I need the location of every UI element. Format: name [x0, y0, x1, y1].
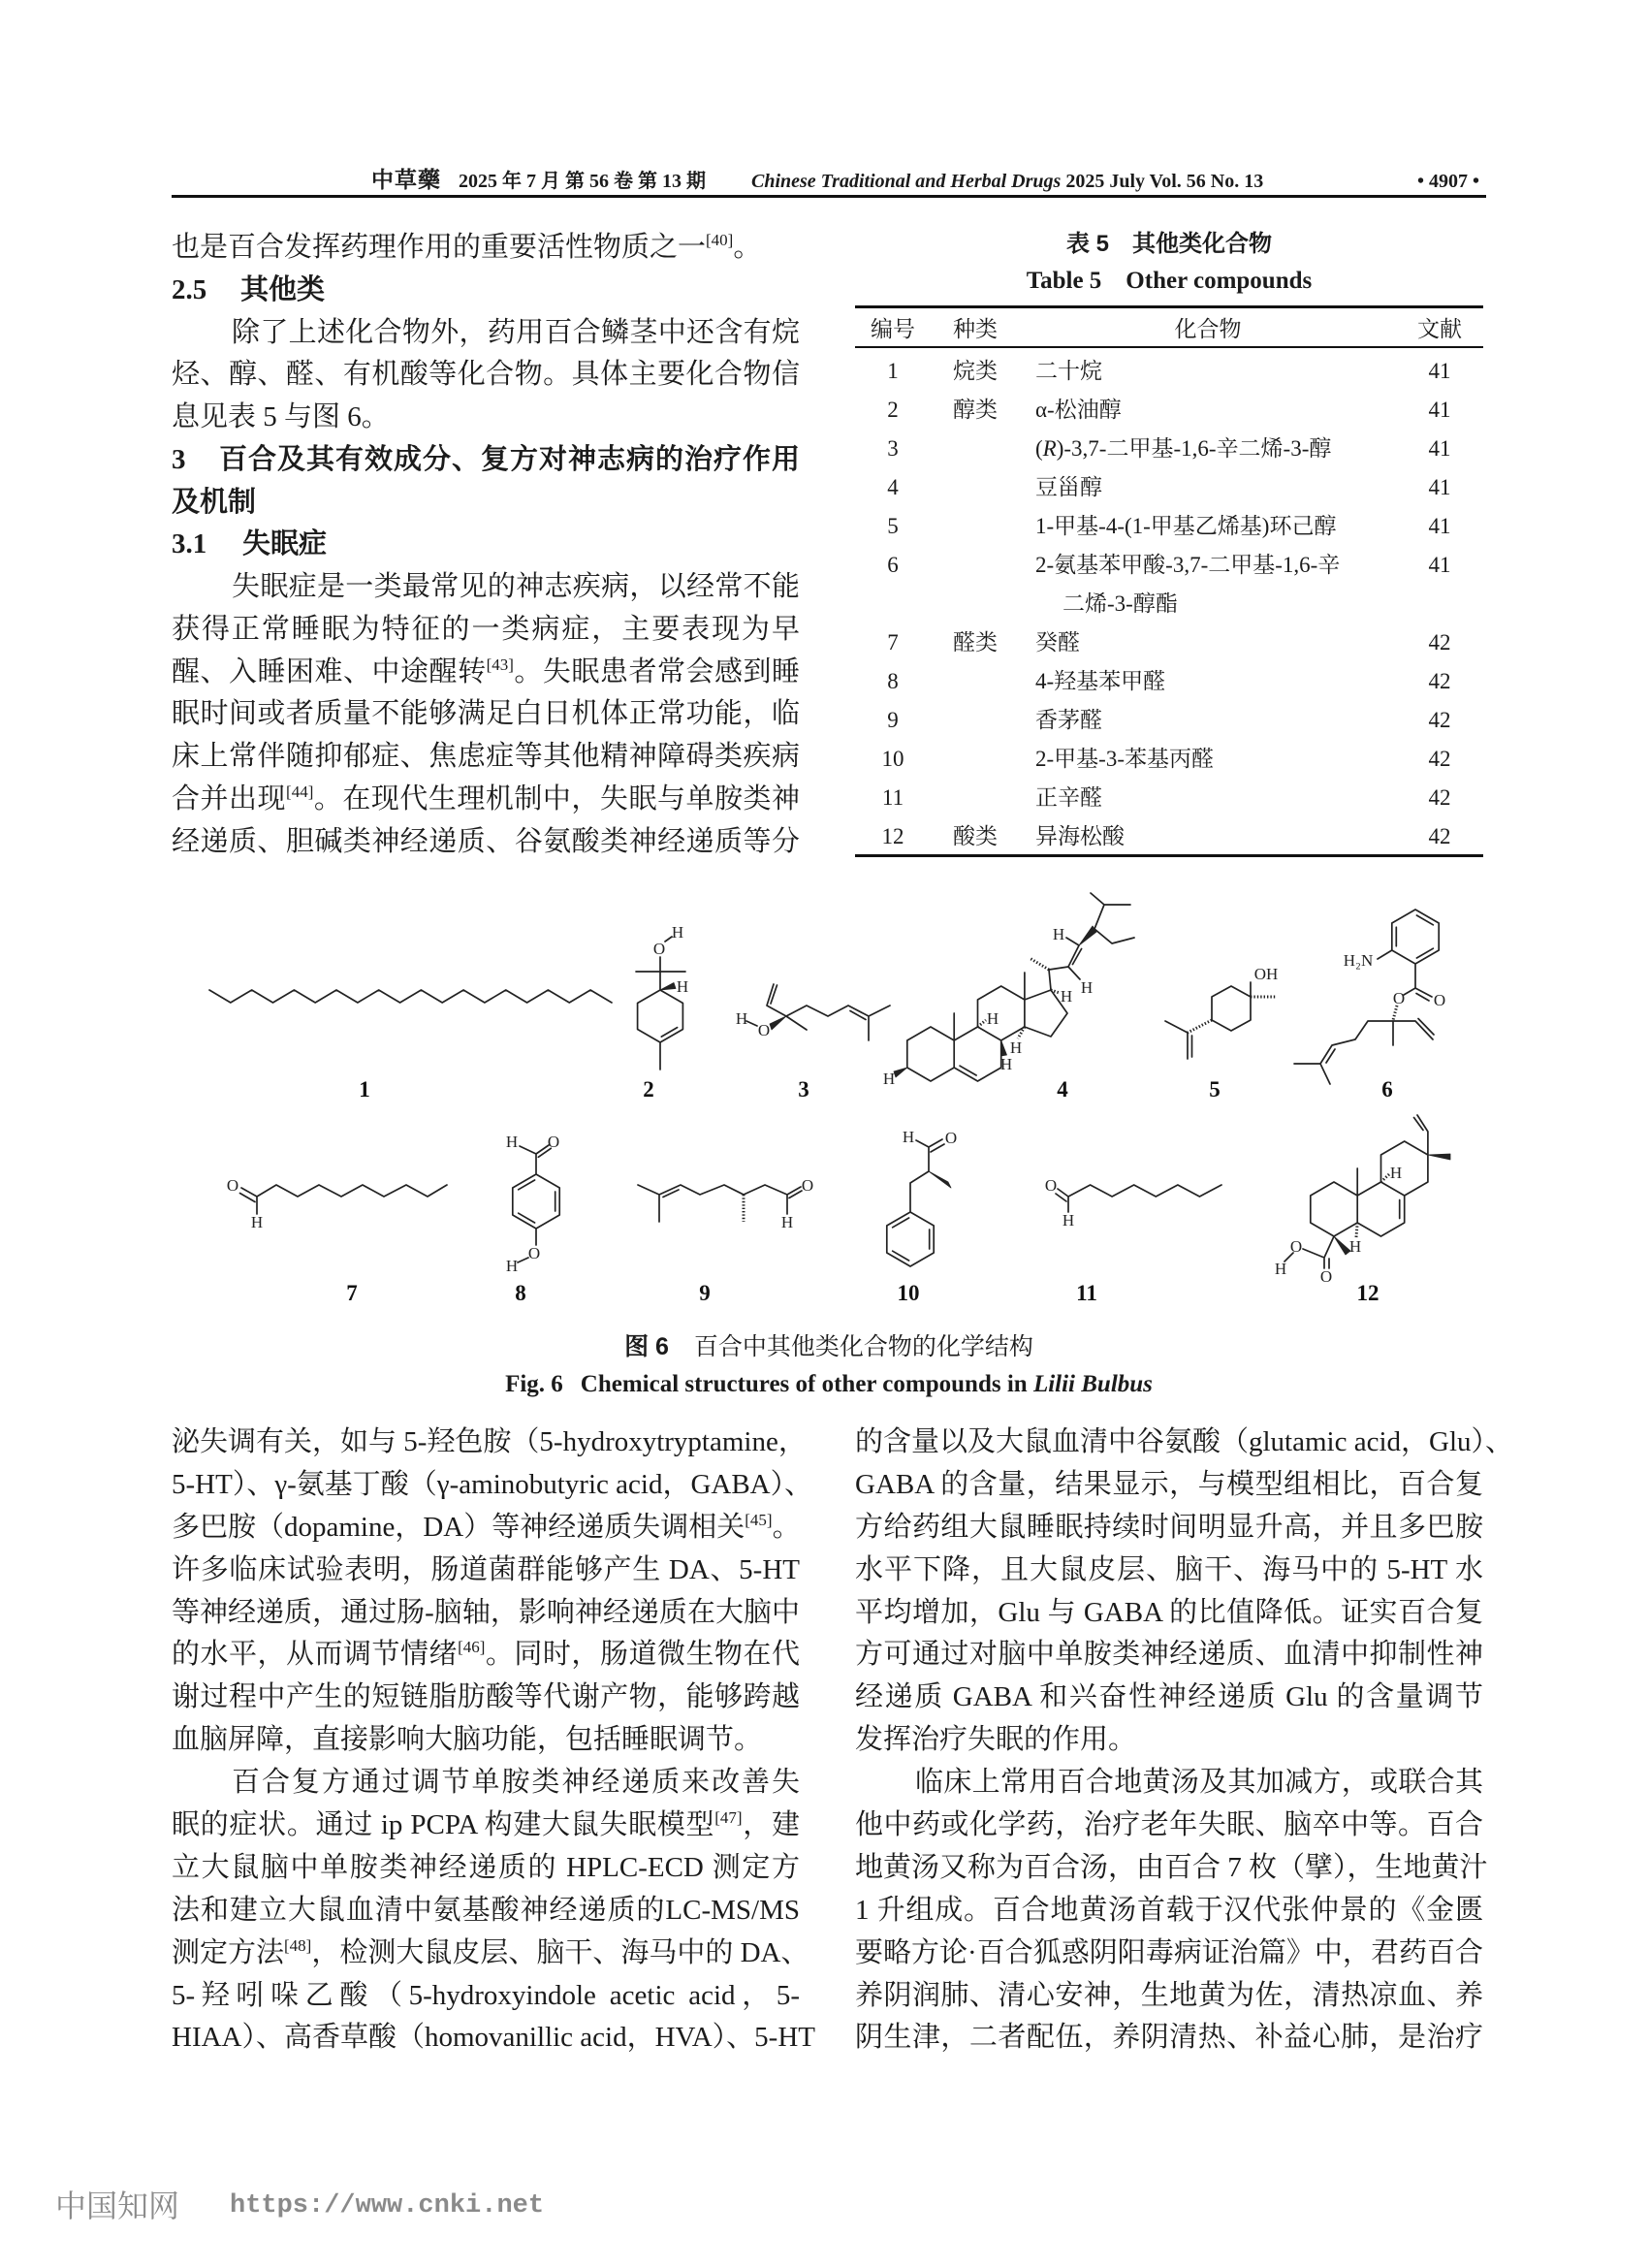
- compound-label: 3: [798, 1077, 809, 1102]
- atom-label: H: [1348, 1237, 1362, 1256]
- paragraph-line: [172, 693, 800, 736]
- section-title: 失眠症: [242, 528, 328, 560]
- section-heading-3-1: [172, 524, 800, 566]
- atom-label: H: [882, 1070, 896, 1088]
- double-bond: [771, 985, 866, 1020]
- atom-label: H: [1062, 1211, 1075, 1230]
- hashed-bond: [1393, 1006, 1397, 1020]
- table-row: [855, 546, 1483, 585]
- cell-number: 6: [887, 553, 899, 577]
- citation-superscript: [43]: [486, 655, 514, 674]
- line-text: 也是百合发挥药理作用的重要活性物质之一: [172, 232, 707, 263]
- wedge-bond: [660, 983, 676, 991]
- atom-label: O: [757, 1021, 771, 1039]
- atom-label: O: [1289, 1237, 1303, 1256]
- compound-label: 5: [1209, 1077, 1221, 1102]
- atom-label: H: [735, 1009, 748, 1028]
- line-text: 水平下降，且大鼠皮层、脑干、海马中的 5-HT 水: [855, 1553, 1483, 1585]
- column-header-compound: 化合物: [1174, 317, 1242, 341]
- line-text: 5-羟吲哚乙酸（5-hydroxyindole acetic acid，5-: [172, 1979, 800, 2011]
- paragraph-line: [172, 609, 800, 652]
- structure-citronellal: [638, 1176, 813, 1305]
- figure-number: 图 6: [624, 1333, 669, 1360]
- paragraph-line: [855, 1975, 1483, 2018]
- cell-compound: 豆甾醇: [1035, 475, 1102, 499]
- cell-number: 5: [887, 514, 899, 538]
- line-text: 合并出现: [172, 783, 287, 815]
- compound-prefix: (: [1035, 436, 1043, 461]
- paragraph-line: [172, 1549, 800, 1592]
- line-text: 血脑屏障，直接影响大脑功能，包括睡眠调节。: [172, 1724, 763, 1756]
- paragraph-line: [172, 1507, 800, 1549]
- compound-label: 6: [1381, 1077, 1393, 1102]
- paragraph-line: [172, 736, 800, 779]
- atom-label: O: [1319, 1267, 1333, 1286]
- atom-label: O: [944, 1129, 958, 1147]
- journal-name-en: Chinese Traditional and Herbal Drugs: [751, 171, 1062, 192]
- line-text: 醒、入睡困难、中途醒转: [172, 655, 487, 687]
- section-heading-2-5: [172, 270, 800, 312]
- table-row: [855, 779, 1483, 817]
- issue-info-cn: 2025 年 7 月 第 56 卷 第 13 期: [459, 171, 706, 192]
- cell-compound: 2-氨基苯甲酸-3,7-二甲基-1,6-辛: [1035, 553, 1341, 577]
- issue-info-en: [751, 167, 1263, 196]
- table-row: [855, 817, 1483, 856]
- atom-label: O: [226, 1176, 239, 1195]
- column-header-reference: 文献: [1417, 317, 1462, 341]
- cell-reference: 41: [1428, 436, 1451, 461]
- line-text: 立大鼠脑中单胺类神经递质的 HPLC-ECD 测定方: [172, 1851, 800, 1883]
- compound-suffix: )-3,7-二甲基-1,6-辛二烯-3-醇: [1056, 436, 1332, 461]
- line-text: 5-HT）、γ-氨基丁酸（γ-aminobutyric acid，GABA）、: [172, 1468, 813, 1500]
- table-row: [855, 391, 1483, 430]
- atom-label: H: [1389, 1164, 1403, 1182]
- wedge-bond: [929, 1171, 951, 1188]
- atom-label: O: [1044, 1176, 1058, 1195]
- cell-number: 7: [887, 630, 899, 655]
- figure-6-structures: [172, 873, 1486, 1319]
- cell-category: [931, 468, 1020, 507]
- table-header-rule: [855, 346, 1483, 348]
- left-column-top: [172, 227, 800, 863]
- watermark-site-name: 中国知网: [55, 2188, 180, 2223]
- atom-label: H: [676, 977, 689, 996]
- cell-reference: 41: [1428, 514, 1451, 538]
- paragraph-line: [855, 1890, 1483, 1933]
- cell-number: 2: [887, 398, 899, 422]
- atom-label: H: [780, 1213, 794, 1231]
- cell-category: [931, 779, 1020, 817]
- line-text: 失眠症是一类最常见的神志疾病，以经常不能: [232, 571, 800, 602]
- table-5: [855, 226, 1483, 866]
- cell-reference: 41: [1428, 475, 1451, 499]
- line-text: 。在现代生理机制中，失眠与单胺类神: [313, 783, 800, 815]
- cell-category: [931, 430, 1020, 468]
- line-text: 阴生津，二者配伍，养阴清热、补益心肺，是治疗: [855, 2022, 1483, 2054]
- left-column-bottom: [172, 1421, 815, 2060]
- atom-label: H: [999, 1055, 1013, 1073]
- line-text: 要略方论·百合狐惑阴阳毒病证治篇》中，君药百合: [855, 1936, 1483, 1968]
- atom-label: H: [1009, 1038, 1023, 1057]
- paragraph-line: [855, 1634, 1483, 1677]
- line-text: 息见表 5 与图 6。: [172, 401, 390, 432]
- line-text: 地黄汤又称为百合汤，由百合 7 枚（擘），生地黄汁: [855, 1851, 1488, 1883]
- structure-alpha-terpineol: [636, 923, 688, 1102]
- atom-label: O: [1392, 989, 1406, 1007]
- line-text: 床上常伴随抑郁症、焦虑症等其他精神障碍类疾病: [172, 741, 800, 772]
- cell-category: 烷类: [953, 359, 998, 383]
- table-row: [855, 507, 1483, 546]
- structure-methyl-isopropenyl-cyclohexanol: [1165, 965, 1278, 1102]
- cell-reference: 42: [1428, 824, 1451, 848]
- paragraph-line: [172, 312, 800, 355]
- compound-label: 7: [346, 1281, 358, 1305]
- paragraph-line: [172, 1847, 800, 1890]
- paragraph-line: [172, 1719, 800, 1762]
- cell-reference: 41: [1428, 359, 1451, 383]
- compound-label: 12: [1356, 1281, 1379, 1305]
- line-text: 。失眠患者常会感到睡: [513, 655, 800, 687]
- line-text: 养阴润肺、清心安神，生地黄为佐，清热凉血、养: [855, 1979, 1483, 2011]
- caption-text: 百合中其他类化合物的化学结构: [693, 1333, 1033, 1360]
- table-header-row: [855, 312, 1483, 347]
- atom-label: H₂N: [1343, 951, 1374, 970]
- paragraph-line: [855, 1677, 1483, 1719]
- paragraph-line: [855, 1592, 1483, 1635]
- line-text: 经递质、胆碱类神经递质、谷氨酸类神经递质等分: [172, 825, 800, 857]
- atom-label: O: [801, 1176, 814, 1195]
- line-text: HIAA）、高香草酸（homovanillic acid，HVA）、5-HT: [172, 2022, 815, 2054]
- atom-label: H: [505, 1257, 519, 1275]
- cell-reference: 42: [1428, 630, 1451, 655]
- cell-category: 酸类: [953, 824, 998, 848]
- section-number: 3: [172, 443, 186, 475]
- paragraph-line: [172, 1464, 813, 1507]
- line-text: 测定方法: [172, 1936, 285, 1968]
- cell-number: 12: [881, 824, 904, 848]
- line-text: 泌失调有关，如与 5-羟色胺（5-hydroxytryptamine，: [172, 1426, 807, 1457]
- stereo-descriptor: R: [1042, 436, 1057, 461]
- cell-compound: 4-羟基苯甲醛: [1035, 669, 1166, 693]
- table-body: [855, 352, 1483, 856]
- cell-empty: [1396, 585, 1483, 623]
- issue-date-en: 2025 July Vol. 56 No. 13: [1065, 171, 1264, 192]
- atom-label: H: [902, 1128, 915, 1146]
- right-column-bottom: [855, 1421, 1514, 2060]
- paragraph-line: [172, 566, 800, 609]
- structure-octanal: [1045, 1176, 1221, 1305]
- citation-superscript: [45]: [745, 1510, 773, 1529]
- paragraph-line: [172, 227, 800, 270]
- cell-compound: 癸醛: [1035, 630, 1080, 655]
- figure-caption-en: [172, 1367, 1486, 1402]
- cell-compound: 异海松酸: [1035, 824, 1125, 848]
- cell-reference: 42: [1428, 669, 1451, 693]
- line-text: ，检测大鼠皮层、脑干、海马中的 DA、: [311, 1936, 809, 1968]
- wedge-bond: [1428, 1154, 1450, 1160]
- double-bond: [661, 1028, 677, 1038]
- double-bond: [893, 1144, 944, 1261]
- wedge-bond: [1001, 1040, 1007, 1056]
- citation-superscript: [48]: [284, 1935, 312, 1955]
- cell-number: 11: [881, 785, 904, 810]
- hashed-bond: [1188, 997, 1277, 1033]
- structure-linalool: [736, 984, 890, 1102]
- paragraph-line: [172, 1592, 800, 1635]
- compound-label: 1: [359, 1077, 370, 1102]
- cell-category: [931, 662, 1020, 701]
- cell-reference: 42: [1428, 747, 1451, 771]
- structure-isopimaric-acid: [1275, 1115, 1450, 1305]
- table-row: [855, 740, 1483, 779]
- cell-number: 4: [887, 475, 899, 499]
- line-text: 经递质 GABA 和兴奋性神经递质 Glu 的含量调节: [855, 1681, 1483, 1713]
- structure-eicosane: [209, 990, 612, 1102]
- cell-number: 9: [887, 708, 899, 732]
- line-text: 百合复方通过调节单胺类神经递质来改善失: [232, 1767, 800, 1799]
- atom-label: H: [1060, 987, 1073, 1006]
- line-text: 。: [733, 232, 762, 263]
- cell-compound: α-松油醇: [1035, 398, 1122, 422]
- cell-category: [931, 546, 1020, 585]
- structure-decanal: [227, 1176, 447, 1305]
- journal-logo: 中草藥: [371, 168, 441, 192]
- atom-label: H: [1274, 1260, 1287, 1278]
- paragraph-line: [172, 1421, 807, 1464]
- paragraph-line: [172, 397, 800, 439]
- structure-2-methyl-3-phenylpropanal: [887, 1128, 957, 1305]
- cell-reference: 42: [1428, 785, 1451, 810]
- paragraph-line: [172, 1933, 809, 1975]
- paragraph-line: [172, 1890, 800, 1933]
- paragraph-line: [855, 1507, 1483, 1549]
- paragraph-line: [855, 1719, 1483, 1762]
- line-text: ，建: [742, 1809, 800, 1841]
- watermark-url: https://www.cnki.net: [230, 2191, 545, 2220]
- atom-label: H: [1052, 925, 1065, 943]
- line-text: 等神经递质，通过肠-脑轴，影响神经递质在大脑中: [172, 1596, 800, 1628]
- cell-number: 10: [881, 747, 904, 771]
- line-text: 眠时间或者质量不能够满足白日机体正常功能，临: [172, 698, 800, 730]
- section-number: 3.1: [172, 528, 207, 560]
- column-header-category: 种类: [953, 317, 998, 341]
- paragraph-line: [855, 2017, 1483, 2060]
- cell-compound: 正辛醛: [1035, 785, 1102, 810]
- paragraph-line: [855, 1421, 1514, 1464]
- paragraph-line: [172, 1634, 800, 1677]
- paragraph-line: [172, 1677, 800, 1719]
- bonds: [209, 990, 612, 1003]
- table-row: [855, 701, 1483, 740]
- citation-superscript: [44]: [286, 782, 314, 801]
- line-text: 发挥治疗失眠的作用。: [855, 1724, 1137, 1756]
- paragraph-line: [855, 1549, 1483, 1592]
- line-text: GABA 的含量，结果显示，与模型组相比，百合复: [855, 1468, 1483, 1500]
- section-heading-3-cont: [172, 482, 800, 525]
- cell-compound: 2-甲基-3-苯基丙醛: [1035, 747, 1214, 771]
- header-rule: [172, 195, 1486, 198]
- line-text: 获得正常睡眠为特征的一类病症，主要表现为早: [172, 613, 800, 645]
- bonds: [1058, 1185, 1221, 1212]
- paragraph-line: [172, 2017, 815, 2060]
- cell-category: [931, 740, 1020, 779]
- page-number: • 4907 •: [1416, 171, 1479, 192]
- table-top-rule: [855, 305, 1483, 308]
- table-row: [855, 352, 1483, 391]
- bonds: [638, 1185, 801, 1222]
- line-text: 烃、醇、醛、有机酸等化合物。具体主要化合物信: [172, 359, 800, 391]
- atom-label: H: [1080, 978, 1094, 997]
- compound-label: 8: [515, 1281, 526, 1305]
- line-text: 谢过程中产生的短链脂肪酸等代谢产物，能够跨越: [172, 1681, 800, 1713]
- table-bottom-rule: [855, 854, 1483, 857]
- atom-label: O: [1433, 991, 1446, 1009]
- paragraph-line: [172, 1975, 800, 2018]
- cell-reference: 41: [1428, 398, 1451, 422]
- paragraph-line: [172, 779, 800, 821]
- section-title: 及机制: [172, 486, 257, 518]
- line-text: 眠的症状。通过 ip PCPA 构建大鼠失眠模型: [172, 1809, 715, 1841]
- wedge-bond: [1334, 1236, 1350, 1255]
- cell-number: 1: [887, 359, 899, 383]
- cell-compound: 香茅醛: [1035, 708, 1102, 732]
- atom-label: H: [671, 923, 684, 942]
- paragraph-line: [855, 1933, 1483, 1975]
- figure-number: Fig. 6: [505, 1371, 563, 1397]
- cell-compound: [1020, 430, 1396, 468]
- cell-compound-continuation: 二烯-3-醇酯: [1062, 591, 1178, 616]
- citation-superscript: [47]: [714, 1808, 743, 1828]
- section-title: 百合及其有效成分、复方对神志病的治疗作用: [219, 443, 800, 475]
- line-text: 除了上述化合物外，药用百合鳞茎中还含有烷: [232, 316, 800, 348]
- atom-label: O: [527, 1244, 541, 1262]
- paragraph-line: [172, 1762, 800, 1805]
- atom-label: O: [652, 940, 666, 958]
- line-text: 。: [772, 1511, 801, 1543]
- cell-category: [931, 701, 1020, 740]
- bonds: [241, 1185, 447, 1214]
- paragraph-line: [855, 1464, 1483, 1507]
- atom-label: H: [505, 1133, 519, 1151]
- atom-label: H: [250, 1213, 264, 1231]
- paragraph-line: [172, 652, 800, 694]
- line-text: 的含量以及大鼠血清中谷氨酸（glutamic acid，Glu）、: [855, 1426, 1514, 1457]
- paragraph-line: [172, 1805, 800, 1847]
- bonds: [887, 1139, 942, 1266]
- structure-4-hydroxybenzaldehyde: [506, 1133, 559, 1305]
- section-heading-3: [172, 439, 800, 482]
- line-text: 法和建立大鼠血清中氨基酸神经递质的LC-MS/MS: [172, 1894, 800, 1926]
- atom-label: H: [986, 1009, 999, 1028]
- paragraph-line: [855, 1805, 1483, 1847]
- wedge-bond: [1079, 926, 1096, 945]
- cell-category: 醛类: [953, 630, 998, 655]
- cell-category: [931, 507, 1020, 546]
- cell-compound: 二十烷: [1035, 359, 1102, 383]
- cell-category: 醇类: [953, 398, 998, 422]
- line-text: 多巴胺（dopamine，DA）等神经递质失调相关: [172, 1511, 745, 1543]
- line-text: 。同时，肠道微生物在代: [485, 1639, 800, 1671]
- line-text: 临床上常用百合地黄汤及其加减方，或联合其: [915, 1767, 1483, 1799]
- caption-text: Chemical structures of other compounds in: [580, 1371, 1033, 1397]
- table-row: [855, 468, 1483, 507]
- line-text: 许多临床试验表明，肠道菌群能够产生 DA、5-HT: [172, 1553, 800, 1585]
- structure-linalyl-anthranilate: [1294, 910, 1445, 1102]
- cell-compound: 1-甲基-4-(1-甲基乙烯基)环己醇: [1035, 514, 1337, 538]
- cell-reference: 42: [1428, 708, 1451, 732]
- cell-empty: [855, 585, 931, 623]
- citation-superscript: [46]: [458, 1638, 486, 1657]
- line-text: 方给药组大鼠睡眠持续时间明显升高，并且多巴胺: [855, 1511, 1483, 1543]
- caption-species: Lilii Bulbus: [1032, 1371, 1153, 1397]
- table-title-en: Table 5 Other compounds: [1026, 268, 1313, 294]
- cell-reference: 41: [1428, 553, 1451, 577]
- paragraph-line: [855, 1847, 1488, 1890]
- section-number: 2.5: [172, 273, 207, 305]
- cell-number: 3: [887, 436, 899, 461]
- section-title: 其他类: [240, 273, 326, 305]
- wedge-bond: [770, 1016, 786, 1030]
- paragraph-line: [172, 354, 800, 397]
- compound-label: 10: [897, 1281, 920, 1305]
- wedge-bond: [894, 1068, 907, 1077]
- structure-stigmasterol: [883, 893, 1134, 1102]
- paragraph-line: [855, 1762, 1483, 1805]
- cell-number: 8: [887, 669, 899, 693]
- compound-label: 2: [643, 1077, 654, 1102]
- line-text: 方可通过对脑中单胺类神经递质、血清中抑制性神: [855, 1639, 1483, 1671]
- figure-caption-cn: [172, 1329, 1486, 1364]
- table-row: [855, 623, 1483, 662]
- table-row: [855, 662, 1483, 701]
- atom-label: OH: [1253, 965, 1279, 983]
- compound-label: 9: [699, 1281, 711, 1305]
- compound-label: 11: [1076, 1281, 1097, 1305]
- line-text: 的水平，从而调节情绪: [172, 1639, 459, 1671]
- paragraph-line: [172, 821, 800, 864]
- cell-empty: [931, 585, 1020, 623]
- table-title-cn: 表 5 其他类化合物: [1065, 231, 1272, 257]
- citation-superscript: [40]: [706, 231, 734, 249]
- line-text: 他中药或化学药，治疗老年失眠、脑卒中等。百合: [855, 1809, 1483, 1841]
- table-row-continuation: [855, 585, 1483, 623]
- line-text: 1 升组成。百合地黄汤首载于汉代张仲景的《金匮: [855, 1894, 1483, 1926]
- line-text: 平均增加，Glu 与 GABA 的比值降低。证实百合复: [855, 1596, 1483, 1628]
- table-row: [855, 430, 1483, 468]
- atom-label: O: [547, 1133, 560, 1151]
- column-header-number: 编号: [871, 317, 915, 341]
- bonds: [1294, 910, 1439, 1084]
- compound-label: 4: [1057, 1077, 1068, 1102]
